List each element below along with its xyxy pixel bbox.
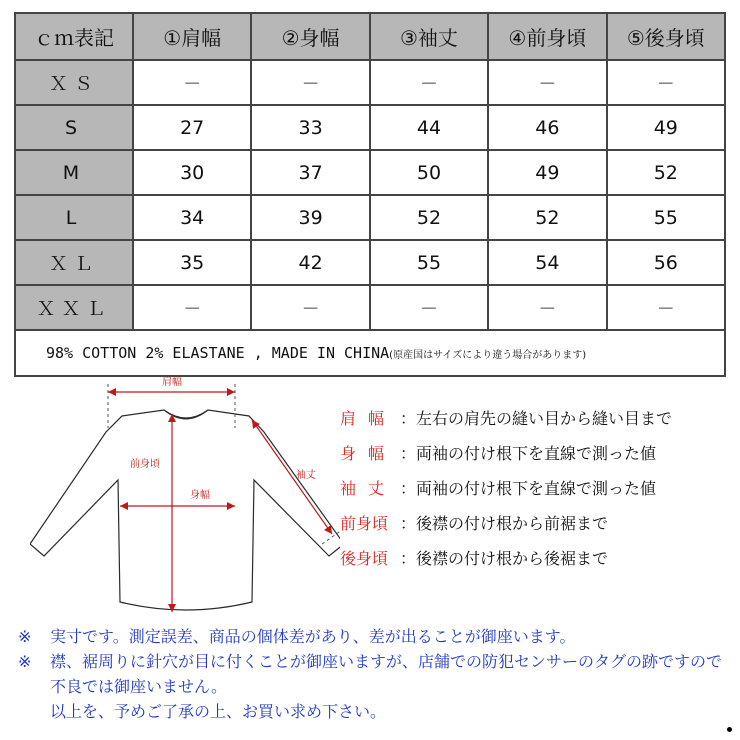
table-cell: － bbox=[607, 60, 725, 105]
legend-item bbox=[340, 400, 730, 435]
material-note-row bbox=[15, 330, 725, 376]
arrowhead-right bbox=[227, 388, 235, 396]
legend-desc: ：左右の肩先の縫い目から縫い目まで bbox=[400, 409, 673, 428]
table-cell: 42 bbox=[251, 240, 369, 285]
table-row bbox=[15, 240, 725, 285]
table-row bbox=[15, 60, 725, 105]
size-label: ＸＸＬ bbox=[15, 285, 133, 330]
size-label: L bbox=[15, 195, 133, 240]
size-label: ＸＳ bbox=[15, 60, 133, 105]
legend-item bbox=[340, 505, 730, 540]
note-text: 以上を、予めご了承の上、お買い求め下さい。 bbox=[50, 702, 387, 721]
table-cell: 30 bbox=[133, 150, 251, 195]
table-cell: 52 bbox=[607, 150, 725, 195]
table-cell: － bbox=[251, 60, 369, 105]
shoulder-label: 肩幅 bbox=[162, 377, 182, 388]
legend-desc: ：後襟の付け根から前裾まで bbox=[400, 514, 609, 533]
note-item bbox=[18, 624, 730, 649]
table-header-row bbox=[15, 13, 725, 60]
table-cell: 35 bbox=[133, 240, 251, 285]
table-cell: 49 bbox=[607, 105, 725, 150]
size-table bbox=[14, 12, 726, 377]
table-cell: － bbox=[607, 285, 725, 330]
table-cell: 55 bbox=[370, 240, 488, 285]
table-row bbox=[15, 105, 725, 150]
note-mark: ※ bbox=[18, 652, 32, 671]
legend-term: 肩幅 bbox=[340, 409, 397, 428]
header-shoulder: ①肩幅 bbox=[133, 13, 251, 60]
table-cell: 37 bbox=[251, 150, 369, 195]
note-text: 実寸です。測定誤差、商品の個体差があり、差が出ることが御座います。 bbox=[50, 627, 576, 646]
size-label: S bbox=[15, 105, 133, 150]
table-cell: － bbox=[488, 60, 606, 105]
measurement-legend bbox=[340, 400, 730, 575]
legend-item bbox=[340, 540, 730, 575]
disclaimer-notes bbox=[18, 624, 730, 724]
legend-desc: ：両袖の付け根下を直線で測った値 bbox=[400, 444, 657, 463]
table-cell: 49 bbox=[488, 150, 606, 195]
table-cell: 52 bbox=[370, 195, 488, 240]
table-cell: 56 bbox=[607, 240, 725, 285]
table-cell: 54 bbox=[488, 240, 606, 285]
legend-desc: ：両袖の付け根下を直線で測った値 bbox=[400, 479, 657, 498]
table-cell: 34 bbox=[133, 195, 251, 240]
table-cell: － bbox=[488, 285, 606, 330]
table-cell: 44 bbox=[370, 105, 488, 150]
table-cell: 52 bbox=[488, 195, 606, 240]
header-unit: ｃｍ表記 bbox=[15, 13, 133, 60]
legend-item bbox=[340, 470, 730, 505]
legend-term: 袖丈 bbox=[340, 479, 397, 498]
size-label: M bbox=[15, 150, 133, 195]
header-back-length: ⑤後身頃 bbox=[607, 13, 725, 60]
size-label: ＸＬ bbox=[15, 240, 133, 285]
table-cell: － bbox=[370, 60, 488, 105]
shirt-diagram bbox=[30, 372, 340, 622]
table-row bbox=[15, 285, 725, 330]
arrowhead-left bbox=[108, 388, 116, 396]
table-cell: － bbox=[133, 60, 251, 105]
legend-item bbox=[340, 435, 730, 470]
note-item bbox=[18, 649, 730, 699]
origin-note: (原産国はサイズにより違う場合があります) bbox=[389, 350, 587, 361]
material-note bbox=[15, 330, 725, 376]
legend-desc: ：後襟の付け根から後裾まで bbox=[400, 549, 609, 568]
header-front-length: ④前身頃 bbox=[488, 13, 606, 60]
table-cell: － bbox=[251, 285, 369, 330]
table-cell: 27 bbox=[133, 105, 251, 150]
table-cell: 46 bbox=[488, 105, 606, 150]
front-length-label: 前身頃 bbox=[130, 459, 160, 470]
legend-term: 後身頃 bbox=[340, 549, 389, 568]
chest-label: 身幅 bbox=[190, 490, 210, 501]
table-row bbox=[15, 195, 725, 240]
material-text: 98% COTTON 2% ELASTANE , MADE IN CHINA bbox=[46, 344, 390, 362]
table-cell: 39 bbox=[251, 195, 369, 240]
header-chest: ②身幅 bbox=[251, 13, 369, 60]
sleeve-label: 袖丈 bbox=[296, 470, 316, 481]
table-cell: － bbox=[370, 285, 488, 330]
table-cell: 55 bbox=[607, 195, 725, 240]
table-row bbox=[15, 150, 725, 195]
note-text: 襟、裾周りに針穴が目に付くことが御座いますが、店舗での防犯センサーのタグの跡ですので不良では御座いません。 bbox=[50, 652, 723, 696]
header-sleeve: ③袖丈 bbox=[370, 13, 488, 60]
legend-term: 前身頃 bbox=[340, 514, 389, 533]
shirt-outline bbox=[30, 410, 340, 610]
note-mark: ※ bbox=[18, 627, 32, 646]
table-cell: 33 bbox=[251, 105, 369, 150]
table-cell: － bbox=[133, 285, 251, 330]
decorative-dot bbox=[727, 727, 732, 732]
legend-term: 身幅 bbox=[340, 444, 397, 463]
table-cell: 50 bbox=[370, 150, 488, 195]
